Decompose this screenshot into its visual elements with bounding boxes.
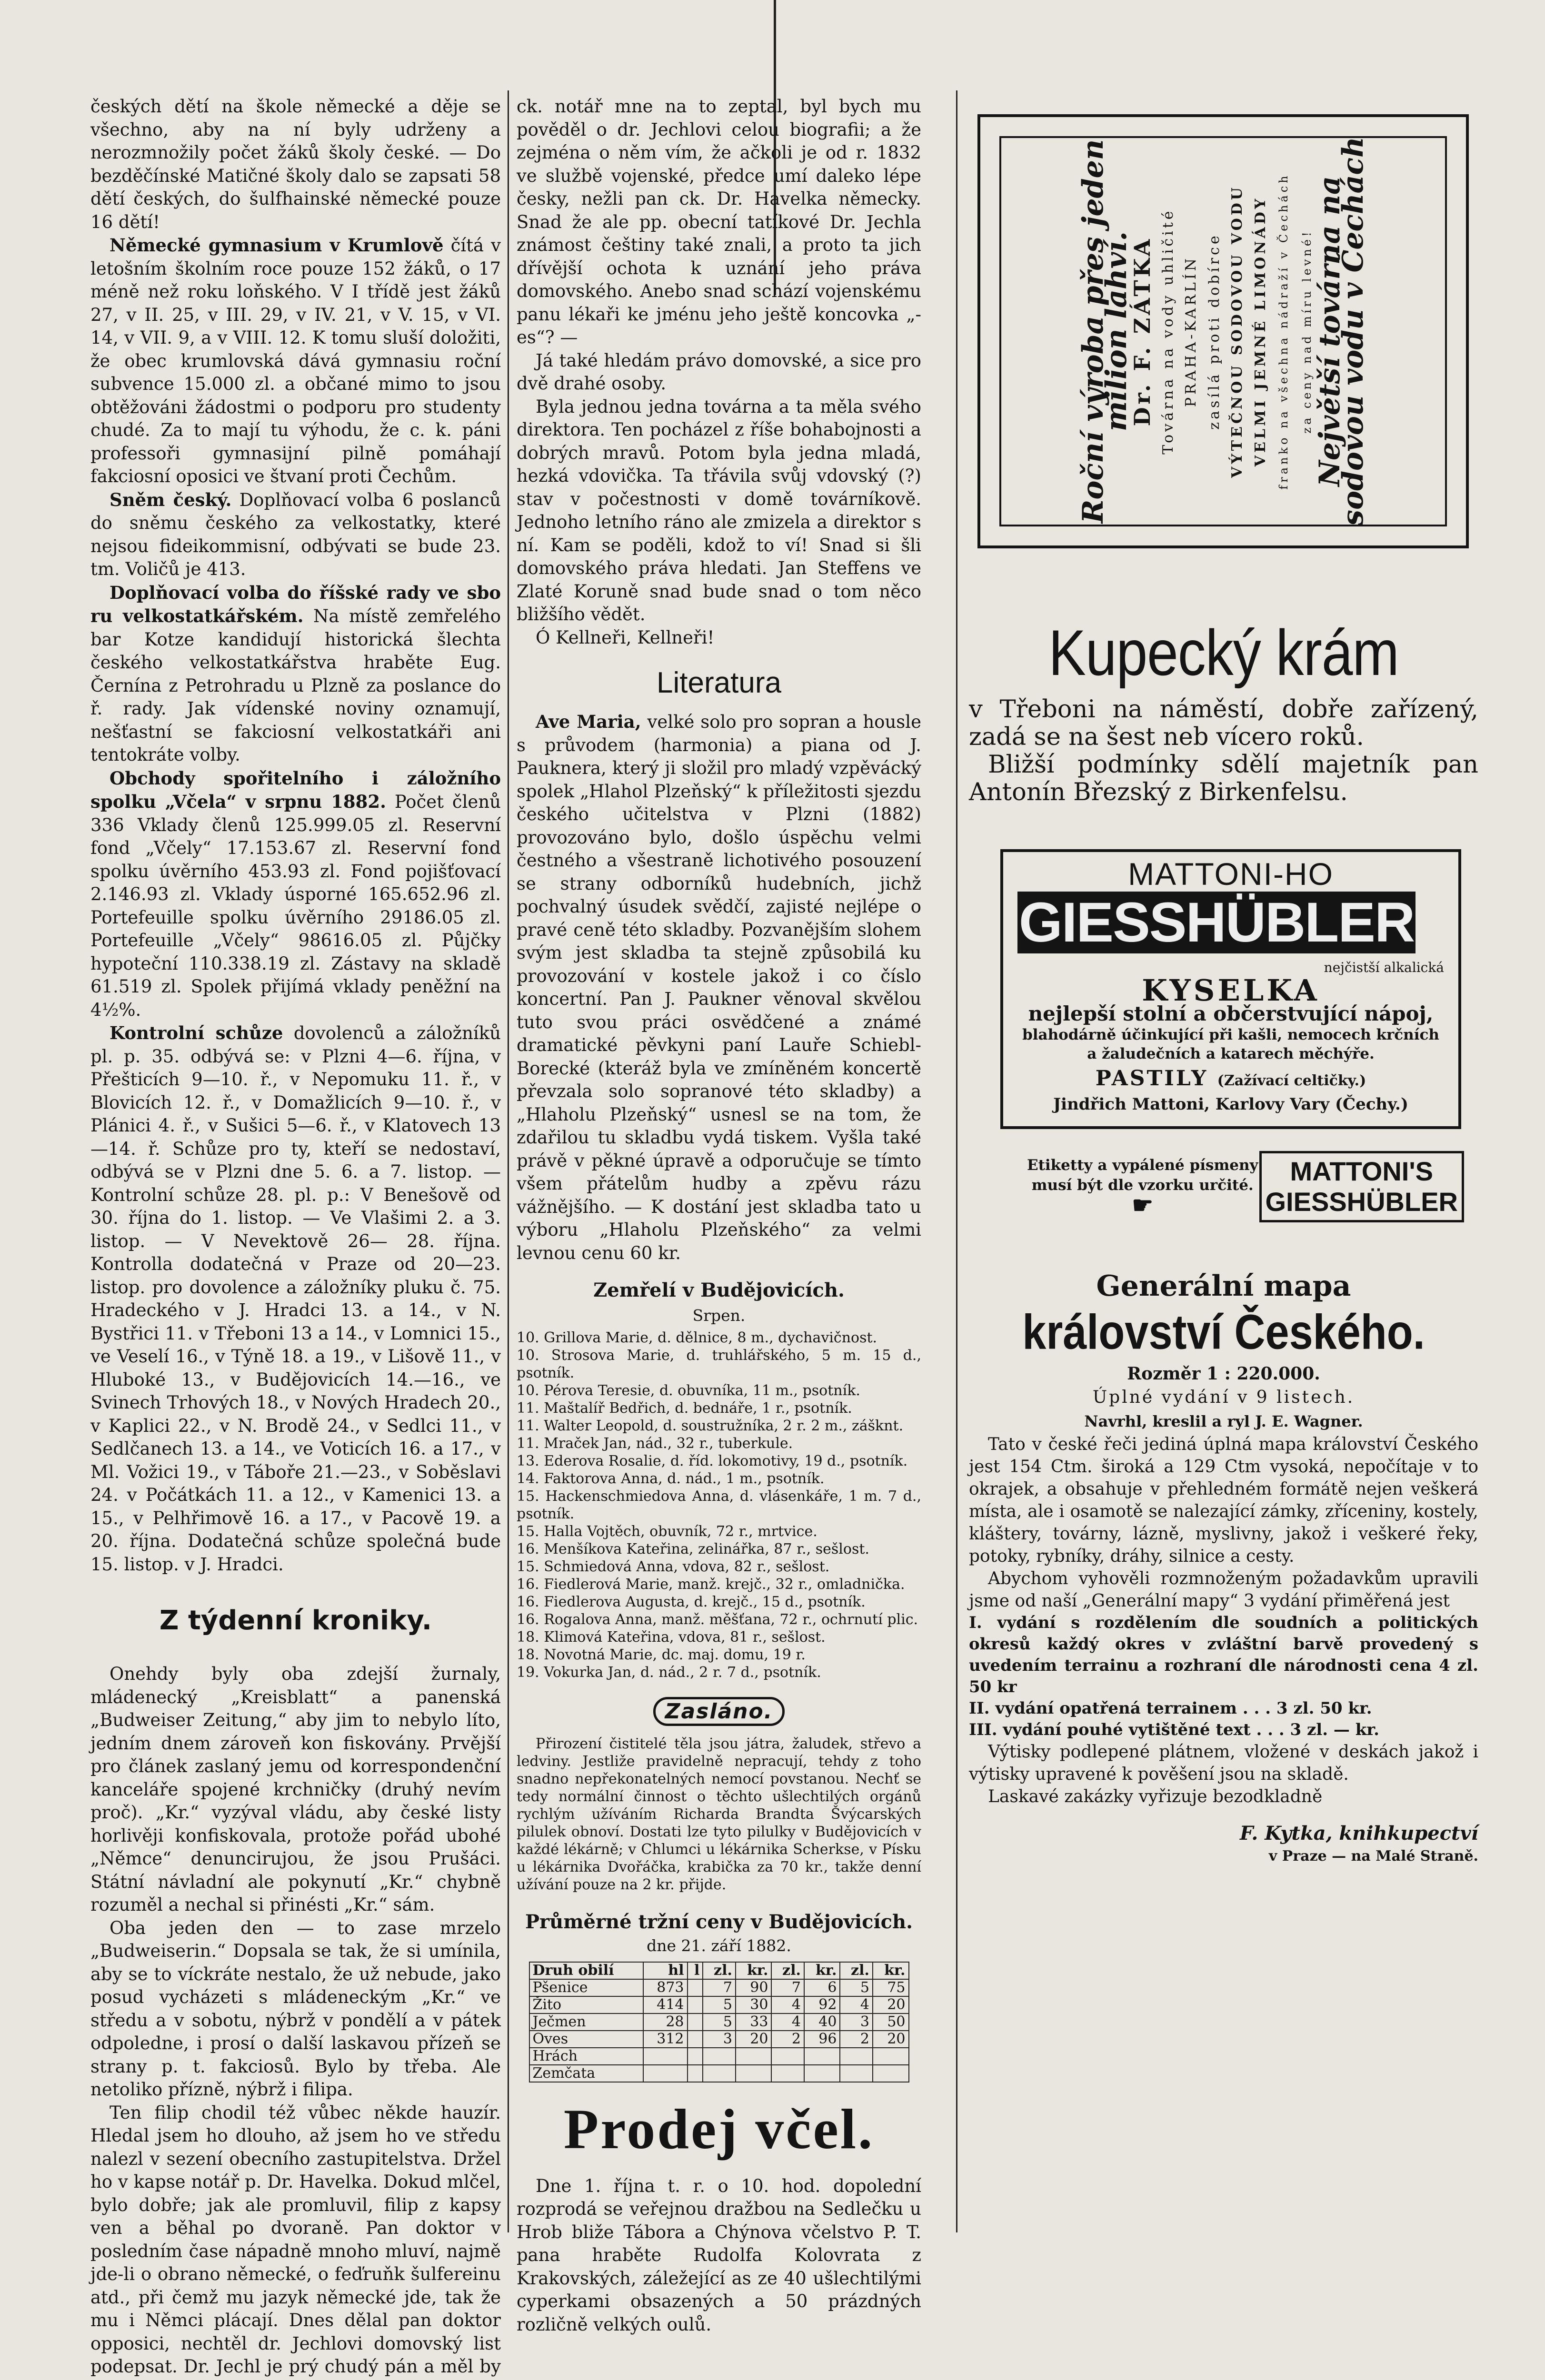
prices-table bbox=[529, 1962, 909, 2082]
prices-row bbox=[529, 2031, 909, 2048]
publisher-name: F. Kytka, knihkupectví bbox=[969, 1822, 1478, 1845]
prices-cell: 2 bbox=[840, 2031, 873, 2048]
article-heading: Ave Maria, bbox=[536, 711, 641, 732]
prices-header-cell: kr. bbox=[873, 1962, 909, 1979]
mattoni-pastily-label: PASTILY bbox=[1096, 1066, 1208, 1091]
prices-cell bbox=[703, 2048, 736, 2065]
etiketty-box-line: GIESSHÜBLER bbox=[1266, 1187, 1458, 1217]
article-text: Ten filip chodil též vůbec někde hauzír. Hledal jsem ho dlouho, až jsem ho ve středu nalezl v sezení obecního zastupitelstva. Držel ho v kapse notář p. Dr. Havelka. Dokud mlčel, bylo dobře; jak ale promluvil, filip z kapsy ven a běhal po dvoraně. Pan doktor v posledním čase nápadně mnoho mluví, najmě jde-li o obrano německé, o feďruňk šulfereinu atd., při čemž mu jazyk německé jde, tak že mu i Němci plácají. Dnes dělal pan doktor opposici, nechtěl dr. Jechlovi domovský list podepsat. Dr. Jechl je prý chudý pán a měl by bbox=[90, 2102, 501, 2380]
article-text: dovolenců a záložníků pl. p. 35. odbývá se: v Plzni 4—6. října, v Přešticích 9—10. ř., v Nepomuku 11. ř., v Blovicích 12. ř., v Domažlicích 9—10. ř., v Plánici 4. ř., v Sušici 5—6. ř., v Klatovech 13—14. ř. Schůze pro ty, kteří se nedostaví, odbývá se v Plzni dne 5. 6. a 7. listop. — Kontrolní schůze 28. pl. p.: V Benešově od 30. října do 1. listop. — Ve Vlašimi 2. a 3. listop. — V Nevektově 26— 28. října. Kontrolla dodatečná v Praze od 20—23. listop. pro dovolence a záložníky pluku č. 75. Hradeckého v J. Hradci 13. a 14., v N. Bystřici 11. v Třeboni 13 a 14., v Lomnici 15., ve Veselí 16., v Týně 18. a 19., v Lišově 11., v Hluboké 13., v Budějovicích 14.—16., ve Svinech Trhových 18., v Nových Hradech 20., v Kaplici 22., v N. Brodě 24., v Sedlci 11., v Sedlčanech 13. a 14., ve Voticích 16. a 17., v Ml. Vožici 19., v Táboře 21.—23., v Soběslavi 24. v Počátkách 11. a 12., v Kamenici 13. a 15., v Pelhřimově 16. a 17., v Pacově 19. a 20. října. Dodatečná schůze společná bude 15. listop. v J. Hradci. bbox=[90, 1023, 501, 1575]
prices-cell: 75 bbox=[873, 1979, 909, 1996]
prices-cell: 4 bbox=[840, 1996, 873, 2013]
death-entry: 18. Klimová Kateřina, vdova, 81 r., sešlost. bbox=[517, 1628, 921, 1646]
prices-cell bbox=[688, 2065, 703, 2082]
article-paragraph bbox=[90, 1021, 501, 1576]
deaths-list bbox=[517, 1329, 921, 1681]
prices-row bbox=[529, 2065, 909, 2082]
ad-zatka-bottom: Největší továrna na sodovou vodu v Čechách bbox=[1318, 136, 1365, 526]
prices-cell: 7 bbox=[703, 1979, 736, 1996]
article-text: Přirození čistitelé těla jsou játra, žaludek, střevo a ledviny. Jestliže pravidelně nepracují, tehdy z toho snadno nepřekonatelných nemocí povstanou. Nechť se tedy normální činnost o těchto ušlechtilých orgánů rychlým užíváním Richarda Brandta Švýcarských pilulek obnoví. Dostati lze tyto pilulky v Budějovicích v každé lékárně; v Chlumci u lékárnika Scherkse, v Písku u lékárnika Dvořáčka, krabička za 70 kr., takže denní užívání pouze na 2 kr. přijde. bbox=[517, 1735, 921, 1894]
prices-cell bbox=[771, 2048, 804, 2065]
prices-cell: 92 bbox=[804, 1996, 840, 2013]
ad-text: Abychom vyhověli rozmnoženým požadavkům upravili jsme od naší „Generální mapy“ 3 vydání přiměřená jest bbox=[969, 1567, 1478, 1612]
article-text: českých dětí na škole německé a děje se všechno, aby na ní byly udrženy a nerozmnožily počet žáků školy české. — Do bezděčínské Matičné školy dalo se zapsati 58 dětí českých, do šulfhainské německé pouze 16 dětí! bbox=[90, 95, 501, 234]
prices-cell bbox=[736, 2048, 772, 2065]
prices-cell: 312 bbox=[643, 2031, 687, 2048]
prices-cell: Ječmen bbox=[529, 2013, 644, 2031]
article-text: čítá v letošním školním roce pouze 152 žáků, o 17 méně než roku loňského. V I třídě jest žáků 27, v II. 25, v III. 29, v IV. 21, v V. 15, v VI. 14, v VII. 9, a v VIII. 12. K tomu sluší doložiti, že obec krumlovská dává gymnasiu roční subvence 15.000 zl. a občané mimo to jsou obtěžováni žádostmi o podporu pro studenty chudé. Za to mají tu výhodu, že c. k. páni professoři gymnasijní pilně pomáhají fakciosní oposici ve štvaní proti Čechům. bbox=[90, 235, 501, 486]
death-entry: 16. Fiedlerová Marie, manž. krejč., 32 r., omladnička. bbox=[517, 1576, 921, 1593]
mattoni-desc: blahodárně účinkující při kašli, nemocech krčních a žaludečních a katarech měchýře. bbox=[1017, 1025, 1444, 1063]
mapa-item: I. vydání s rozdělením dle soudních a politických okresů každý okres v zvláštní barvě provedený s uvedením terrainu a rozhraní dle národnosti cena 4 zl. 50 kr bbox=[969, 1612, 1478, 1698]
prices-cell bbox=[771, 2065, 804, 2082]
death-entry: 16. Menšíkova Kateřina, zelinářka, 87 r., sešlost. bbox=[517, 1540, 921, 1558]
prices-row bbox=[529, 1996, 909, 2013]
prices-cell: Pšenice bbox=[529, 1979, 644, 1996]
ad-zatka-line: za ceny nad míru levné! bbox=[1296, 136, 1319, 526]
prices-cell: 28 bbox=[643, 2013, 687, 2031]
ad-zatka-line: VÝTEČNOU SODOVOU VODU bbox=[1226, 136, 1249, 526]
prices-cell: 4 bbox=[771, 1996, 804, 2013]
article-text: Onehdy byly oba zdejší žurnaly, mládenecký „Kreisblatt“ a panenská „Budweiser Zeitung,“ aby jim to nebylo líto, jedním dnem zároveň kon fiskovány. Prvější pro článek zaslaný jemu od korrespondenční kanceláře spojené krchničky (druhý nevím proč). „Kr.“ vyzýval vládu, aby české listy horlivěji konfiskovala, protože pořád ubohé „Němce“ denuncirujou, že jsou Prušáci. Státní návladní ale pokynutí „Kr.“ chybně rozuměl a nechal si přinésti „Kr.“ sám. bbox=[90, 1663, 501, 1917]
prices-cell: 40 bbox=[804, 2013, 840, 2031]
prices-cell: Žito bbox=[529, 1996, 644, 2013]
mapa-scale: Rozměr 1 : 220.000. bbox=[969, 1362, 1478, 1386]
section-title-zemreli: Zemřelí v Budějovicích. bbox=[517, 1279, 921, 1302]
column-3 bbox=[969, 95, 1478, 2223]
death-entry: 16. Fiedlerova Augusta, d. krejč., 15 d., psotník. bbox=[517, 1593, 921, 1611]
prices-header-cell: l bbox=[688, 1962, 703, 1979]
prices-header-cell: hl bbox=[643, 1962, 687, 1979]
article-heading: Obchody spořitelního i záložního spolku „Včela“ v srpnu 1882. bbox=[90, 768, 501, 813]
prices-cell: Hrách bbox=[529, 2048, 644, 2065]
prices-cell bbox=[643, 2048, 687, 2065]
mapa-author: Navrhl, kreslil a ryl J. E. Wagner. bbox=[969, 1409, 1478, 1433]
prices-cell bbox=[703, 2065, 736, 2082]
prices-cell: Oves bbox=[529, 2031, 644, 2048]
prices-cell bbox=[873, 2065, 909, 2082]
prices-cell: 2 bbox=[771, 2031, 804, 2048]
ad-text: Tato v české řeči jediná úplná mapa království Českého jest 154 Ctm. široká a 129 Ctm vysoká, nepočítaje v to okrajek, a obsahuje v přehledném formátě nejen veškerá místa, ale i osamotě se nalezající zámky, zříceniny, kostely, kláštery, továrny, lázně, myslivny, jakož i veškeré řeky, potoky, rybníky, dráhy, silnice a cesty. bbox=[969, 1433, 1478, 1567]
prices-cell bbox=[643, 2065, 687, 2082]
prices-cell: 873 bbox=[643, 1979, 687, 1996]
prices-header-cell: Druh obilí bbox=[529, 1962, 644, 1979]
article-text: Na místě zemřelého bar Kotze kandidují historická šlechta českého velkostatkářstva hraběte Eug. Černína z Petrohradu u Plzně za poslance do ř. rady. Jak vídenské noviny oznamují, nešťastní se fakciosní velkostatkáři ani tentokráte volby. bbox=[90, 606, 501, 765]
month-label: Srpen. bbox=[517, 1304, 921, 1328]
publisher-address: v Praze — na Malé Straně. bbox=[969, 1845, 1478, 1868]
prices-cell bbox=[840, 2048, 873, 2065]
prices-row bbox=[529, 2048, 909, 2065]
pointing-hand-icon: ☛ bbox=[1132, 1191, 1153, 1219]
ad-zatka-line: zasílá proti dobírce bbox=[1203, 136, 1226, 526]
ad-text: Laskavé zakázky vyřizuje bezodkladně bbox=[969, 1785, 1478, 1808]
prices-cell: 414 bbox=[643, 1996, 687, 2013]
prices-cell: 3 bbox=[703, 2031, 736, 2048]
prices-cell: 4 bbox=[771, 2013, 804, 2031]
mapa-item: II. vydání opatřená terrainem . . . 3 zl. 50 kr. bbox=[969, 1698, 1478, 1719]
article-heading: Německé gymnasium v Krumlově bbox=[110, 235, 444, 256]
etiketty-text bbox=[1026, 1155, 1259, 1219]
article-text: Počet členů 336 Vklady členů 125.999.05 zl. Reservní fond „Včely“ 17.153.67 zl. Reservní fond spolku úvěrního 453.93 zl. Fond pojišťovací 2.146.93 zl. Vklady úsporné 165.652.96 zl. Portefeuille spolku úvěrního 29186.05 zl. Portefeuille „Včely“ 98616.05 zl. Půjčky hypoteční 110.338.19 zl. Zástavy na skladě 61.519 zl. Spolek přijímá vklady peněžní na 4½%. bbox=[90, 792, 501, 1020]
death-entry: 18. Novotná Marie, dc. maj. domu, 19 r. bbox=[517, 1646, 921, 1664]
ad-title-kupecky: Kupecký krám bbox=[969, 615, 1478, 692]
prices-cell: 96 bbox=[804, 2031, 840, 2048]
mattoni-pastily-sub: (Zažívací celtičky.) bbox=[1217, 1072, 1366, 1089]
death-entry: 10. Strosova Marie, d. truhlářského, 5 m. 15 d., psotník. bbox=[517, 1347, 921, 1382]
prices-cell bbox=[688, 2031, 703, 2048]
prices-cell bbox=[840, 2065, 873, 2082]
article-heading: Doplňovací volba do říšské rady ve sbo ru velkostatkářském. bbox=[90, 582, 501, 627]
mapa-item: III. vydání pouhé vytištěné text . . . 3 zl. — kr. bbox=[969, 1719, 1478, 1741]
prices-row bbox=[529, 2013, 909, 2031]
death-entry: 11. Maštalíř Bedřich, d. bednáře, 1 r., psotník. bbox=[517, 1399, 921, 1417]
column-divider-right bbox=[956, 90, 957, 2232]
article-text: ck. notář mne na to zeptal, byl bych mu pověděl o dr. Jechlovi celou biografii; a že zejména o něm vím, že ačkoli je od r. 1832 ve službě vojenské, předce umí daleko lépe česky, nežli pan ck. Dr. Havelka německy. Snad že ale pp. obecní tatíkové Dr. Jechla známost češtiny také znali, a proto ta jich dřívější ochota k uznání jeho práva domovského. Anebo snad schází vojenskému panu lékaři ke jménu jeho ještě koncovka „-es“? — bbox=[517, 95, 921, 349]
ad-text: Bližší podmínky sdělí majetník pan Antonín Březský z Birkenfelsu. bbox=[969, 751, 1478, 806]
prices-cell: 20 bbox=[736, 2031, 772, 2048]
etiketty-box-line: MATTONI'S bbox=[1266, 1156, 1458, 1187]
death-entry: 13. Ederova Rosalie, d. říd. lokomotivy, 19 d., psotník. bbox=[517, 1452, 921, 1470]
death-entry: 15. Schmiedová Anna, vdova, 82 r., sešlost. bbox=[517, 1558, 921, 1576]
ad-zatka-line: franko na všechna nádraží v Čechách bbox=[1272, 136, 1296, 526]
mattoni-kyselka: KYSELKA bbox=[1017, 979, 1444, 1002]
mattoni-giesshubler: GIESSHÜBLER bbox=[1017, 892, 1415, 953]
etiketty-label: Etiketty a vypálené písmeny musí být dle vzorku určité. bbox=[1027, 1157, 1258, 1194]
death-entry: 16. Rogalova Anna, manž. měšťana, 72 r., ochrnutí plic. bbox=[517, 1611, 921, 1628]
ad-text: v Třeboni na náměstí, dobře zařízený, zadá se na šest neb vícero roků. bbox=[969, 696, 1478, 751]
article-paragraph bbox=[90, 581, 501, 767]
column-2 bbox=[517, 95, 921, 2223]
ad-zatka-top: Roční výroba přes jeden milion lahví. bbox=[1082, 136, 1128, 526]
article-text: Doplňovací volba 6 poslanců do sněmu českého za velkostatky, které nejsou fideikommisní, odbývati se bude 23. tm. Voličů je 413. bbox=[90, 490, 501, 580]
prices-cell bbox=[688, 1979, 703, 1996]
prices-header-cell: zl. bbox=[840, 1962, 873, 1979]
mattoni-tagline: nejlepší stolní a občerstvující nápoj, bbox=[1017, 1002, 1444, 1026]
prices-cell: 6 bbox=[804, 1979, 840, 1996]
article-paragraph bbox=[90, 767, 501, 1022]
ad-etiketty bbox=[1026, 1151, 1464, 1222]
prices-date: dne 21. září 1882. bbox=[517, 1934, 921, 1958]
death-entry: 10. Pérova Teresie, d. obuvníka, 11 m., psotník. bbox=[517, 1382, 921, 1399]
mattoni-pastily bbox=[1017, 1067, 1444, 1093]
prices-cell bbox=[688, 2048, 703, 2065]
ad-zatka-name: Dr. F. ZÁTKA bbox=[1131, 136, 1154, 526]
prices-cell: 20 bbox=[873, 1996, 909, 2013]
ad-title-prodej: Prodej včel. bbox=[517, 2096, 921, 2162]
prices-cell bbox=[804, 2048, 840, 2065]
prices-cell bbox=[873, 2048, 909, 2065]
article-text: Byla jednou jedna továrna a ta měla svého direktora. Ten pocházel z říše bohabojnosti a dobrých mravů. Potom byla jedna mladá, hezká vdovička. Ta třávila svůj vdovský (?) stav v počestnosti v domě továrníkově. Jednoho letního ráno ale zmizela a direktor s ní. Kam se poděli, kdož to ví! Snad si šli domovského práva hledati. Jan Steffens ve Zlaté Koruně snad bude snad o tom něco bližšího vědět. bbox=[517, 396, 921, 626]
prices-header-cell: kr. bbox=[804, 1962, 840, 1979]
ad-text: Výtisky podlepené plátnem, vložené v deskách jakož i výtisky upravené k pověšení jsou na skladě. bbox=[969, 1741, 1478, 1785]
ad-zatka-text bbox=[1082, 136, 1365, 526]
prices-cell: 33 bbox=[736, 2013, 772, 2031]
prices-cell: 20 bbox=[873, 2031, 909, 2048]
article-heading: Kontrolní schůze bbox=[110, 1022, 283, 1043]
ad-zatka-line: Továrna na vody uhličité bbox=[1157, 136, 1180, 526]
ad-subtitle-mapa: království Českého. bbox=[969, 1304, 1478, 1361]
death-entry: 15. Halla Vojtěch, obuvník, 72 r., mrtvice. bbox=[517, 1523, 921, 1540]
prices-cell: 30 bbox=[736, 1996, 772, 2013]
prices-cell: 3 bbox=[840, 2013, 873, 2031]
ad-zatka-line: PRAHA-KARLÍN bbox=[1180, 136, 1203, 526]
ad-title-mapa: Generální mapa bbox=[969, 1275, 1478, 1298]
article-text: Ó Kellneři, Kellneři! bbox=[517, 626, 921, 650]
mattoni-subtitle: nejčistší alkalická bbox=[1017, 956, 1444, 980]
prices-cell: 5 bbox=[703, 1996, 736, 2013]
article-text: Já také hledám právo domovské, a sice pro dvě drahé osoby. bbox=[517, 349, 921, 396]
article-paragraph bbox=[517, 710, 921, 1265]
ad-zatka bbox=[977, 114, 1469, 548]
prices-header-cell: zl. bbox=[771, 1962, 804, 1979]
mapa-edition: Úplné vydání v 9 listech. bbox=[969, 1386, 1478, 1409]
column-divider-left bbox=[508, 90, 509, 2232]
prices-cell: Zemčata bbox=[529, 2065, 644, 2082]
prices-cell bbox=[736, 2065, 772, 2082]
article-text: velké solo pro sopran a housle s průvodem (harmonia) a piana od J. Pauknera, který ji složil pro mladý vzpěvácký spolek „Hlahol Plzeňský“ k příležitosti sjezdu českého učitelstva v Plzni (1882) provozováno bylo, došlo úspěchu velmi čestného a všestraně lichotivého posouzení se strany odborníků hudebních, jichž pochvalný úsudek svědčí, zajisté nejlépe o pravé ceně této skladby. Pozvanějším slohem svým jest skladba ta stejně způsobilá ku provozování v kostele jakož i co číslo koncertní. Pan J. Paukner věnoval skvělou tuto svou práci osvědčené a známé dramatické pěvkyni paní Lauře Schiebl-Borecké (kteráž byla ve zmíněném koncertě převzala solo sopranové této skladby) a „Hlaholu Plzeňský“ usnesl se na tom, že zdařilou tu skladbu vydá tiskem. Vyšla také právě v pěkné úpravě a odporučuje se tímto všem přátelům hudby a zpěvu rázu vážnějšího. — K dostání jest skladba tato u výboru „Hlaholu Plzeňského“ za velmi levnou cenu 60 kr. bbox=[517, 712, 921, 1263]
prices-cell bbox=[804, 2065, 840, 2082]
section-title-zaslano bbox=[517, 1700, 921, 1724]
section-title-literatura: Literatura bbox=[517, 666, 921, 700]
death-entry: 10. Grillova Marie, d. dělnice, 8 m., dychavičnost. bbox=[517, 1329, 921, 1347]
prices-header-cell: zl. bbox=[703, 1962, 736, 1979]
prices-cell bbox=[688, 1996, 703, 2013]
article-heading: Sněm český. bbox=[110, 489, 231, 510]
etiketty-box bbox=[1259, 1151, 1465, 1222]
article-text: Oba jeden den — to zase mrzelo „Budweiserin.“ Dopsala se tak, že si umínila, aby se to víckráte nestalo, že už nebude, jako posud vycházeti s mládeneckým „Kr.“ ve středu a v sobotu, nýbrž v pondělí a v pátek odpoledne, i prosí o další laskavou přízeň se strany p. t. fakciosů. Bylo by třeba. Ale netoliko přízně, nýbrž i filipa. bbox=[90, 1917, 501, 2102]
ad-text: Dne 1. října t. r. o 10. hod. dopolední rozprodá se veřejnou dražbou na Sedlečku u Hrob bliže Tábora a Chýnova včelstvo P. T. pana hraběte Rudolfa Kolovrata z Krakovských, záležející as ze 40 ušlechtilými cyperkami obsazených a 50 prázdných rozličně velkých oulů. bbox=[517, 2175, 921, 2337]
prices-cell bbox=[688, 2013, 703, 2031]
ad-mattoni bbox=[1000, 849, 1461, 1129]
article-paragraph bbox=[90, 488, 501, 581]
prices-header-cell: kr. bbox=[736, 1962, 772, 1979]
prices-cell: 5 bbox=[703, 2013, 736, 2031]
zaslano-label: Zasláno. bbox=[653, 1697, 785, 1726]
prices-cell: 5 bbox=[840, 1979, 873, 1996]
prices-cell: 50 bbox=[873, 2013, 909, 2031]
death-entry: 19. Vokurka Jan, d. nád., 2 r. 7 d., psotník. bbox=[517, 1664, 921, 1681]
prices-header-row bbox=[529, 1962, 909, 1979]
prices-row bbox=[529, 1979, 909, 1996]
prices-cell: 7 bbox=[771, 1979, 804, 1996]
prices-title: Průměrné tržní ceny v Budějovicích. bbox=[517, 1911, 921, 1934]
ad-zatka-line: VELMI JEMNÉ LIMONÁDY bbox=[1249, 136, 1273, 526]
death-entry: 11. Walter Leopold, d. soustružníka, 2 r. 2 m., zášknt. bbox=[517, 1417, 921, 1435]
article-paragraph bbox=[90, 234, 501, 488]
mattoni-brand: MATTONI-HO bbox=[1017, 863, 1444, 886]
column-1 bbox=[90, 95, 501, 2223]
section-title-kronika: Z týdenní kroniky. bbox=[90, 1604, 501, 1638]
prices-cell: 90 bbox=[736, 1979, 772, 1996]
death-entry: 15. Hackenschmiedova Anna, d. vlásenkáře, 1 m. 7 d., psotník. bbox=[517, 1488, 921, 1523]
death-entry: 11. Mraček Jan, nád., 32 r., tuberkule. bbox=[517, 1435, 921, 1452]
death-entry: 14. Faktorova Anna, d. nád., 1 m., psotník. bbox=[517, 1470, 921, 1488]
mattoni-signature: Jindřich Mattoni, Karlovy Vary (Čechy.) bbox=[1017, 1093, 1444, 1116]
